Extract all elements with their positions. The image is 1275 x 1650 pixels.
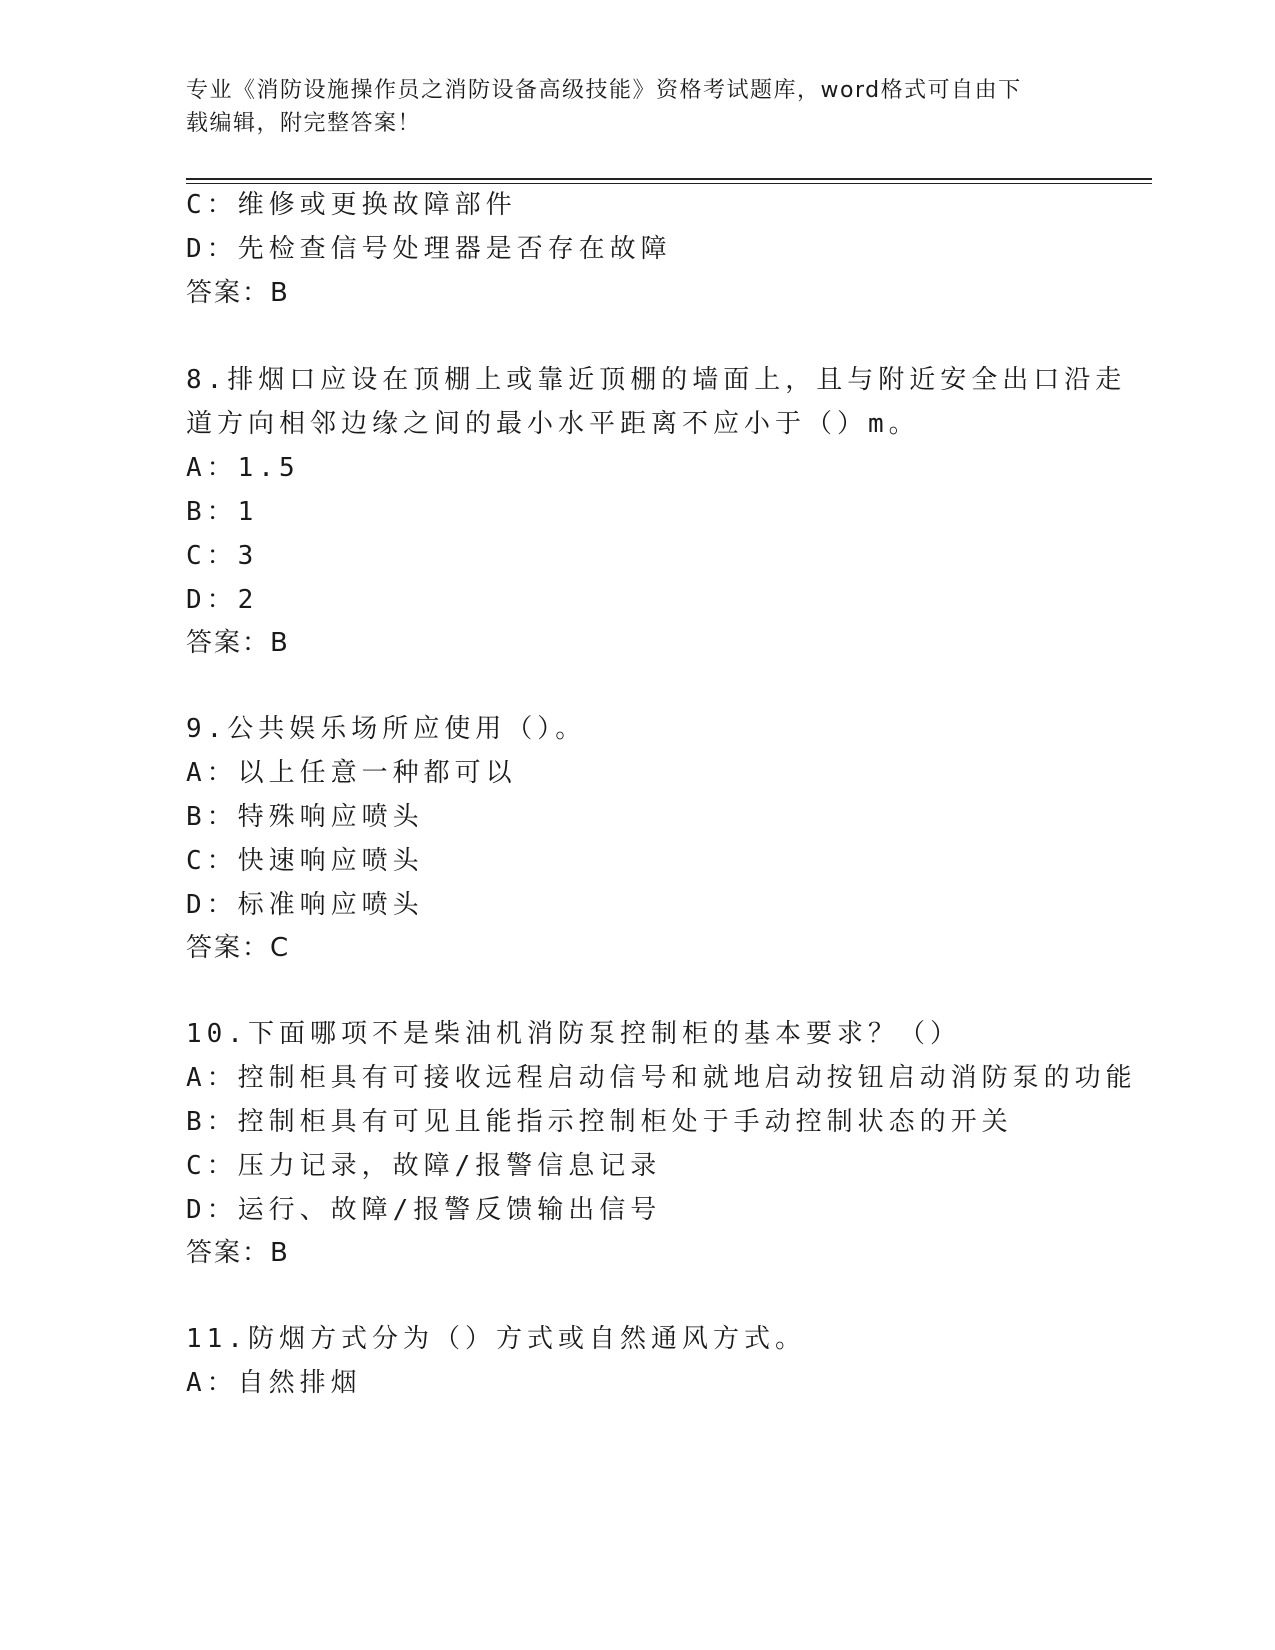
header-divider-thin: [186, 183, 1152, 184]
q8-option-c: C：3: [186, 541, 259, 571]
q9-option-a: A：以上任意一种都可以: [186, 758, 517, 788]
q11-stem: 11.防烟方式分为（）方式或自然通风方式。: [186, 1324, 806, 1354]
q10-option-a: A：控制柜具有可接收远程启动信号和就地启动按钮启动消防泵的功能: [186, 1063, 1137, 1093]
q9-option-b: B：特殊响应喷头: [186, 802, 424, 832]
q8-stem-line-2: 道方向相邻边缘之间的最小水平距离不应小于（）m。: [186, 409, 920, 439]
prev-answer: 答案：B: [186, 278, 290, 308]
header-divider-thick: [186, 178, 1152, 180]
q10-option-c: C：压力记录，故障/报警信息记录: [186, 1151, 662, 1181]
header-line-1: 专业《消防设施操作员之消防设备高级技能》资格考试题库，word格式可自由下: [186, 78, 1022, 103]
prev-option-c: C：维修或更换故障部件: [186, 190, 517, 220]
q8-option-d: D：2: [186, 585, 259, 615]
q10-answer: 答案：B: [186, 1238, 290, 1268]
q9-option-d: D：标准响应喷头: [186, 890, 424, 920]
q8-stem-line-1: 8.排烟口应设在顶棚上或靠近顶棚的墙面上，且与附近安全出口沿走: [186, 365, 1127, 395]
q11-option-a: A：自然排烟: [186, 1368, 362, 1398]
prev-option-d: D：先检查信号处理器是否存在故障: [186, 234, 672, 264]
document-header: [186, 74, 1066, 140]
q8-option-a: A：1.5: [186, 453, 300, 483]
header-line-2: 载编辑，附完整答案！: [186, 111, 422, 136]
q9-option-c: C：快速响应喷头: [186, 846, 424, 876]
q10-stem: 10.下面哪项不是柴油机消防泵控制柜的基本要求？（）: [186, 1019, 961, 1049]
q9-answer: 答案：C: [186, 933, 291, 963]
q10-option-d: D：运行、故障/报警反馈输出信号: [186, 1195, 662, 1225]
q8-answer: 答案：B: [186, 628, 290, 658]
q8-option-b: B：1: [186, 497, 259, 527]
q9-stem: 9.公共娱乐场所应使用（）。: [186, 714, 587, 744]
q10-option-b: B：控制柜具有可见且能指示控制柜处于手动控制状态的开关: [186, 1107, 1013, 1137]
